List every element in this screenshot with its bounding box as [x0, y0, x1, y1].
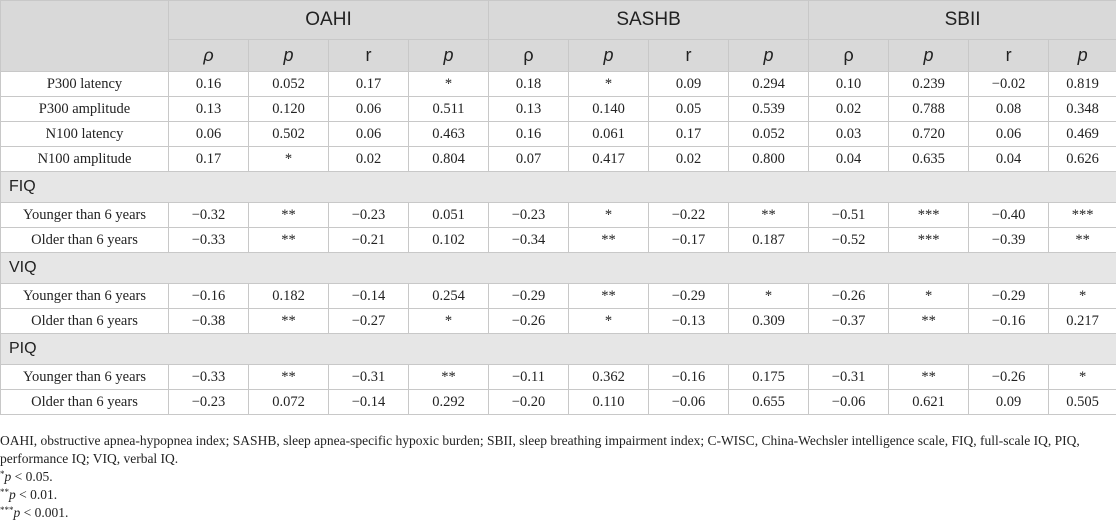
- table-cell: 0.469: [1049, 122, 1116, 147]
- table-cell: 0.417: [569, 147, 649, 172]
- table-cell: **: [569, 228, 649, 253]
- table-cell: −0.31: [809, 365, 889, 390]
- row-label: Younger than 6 years: [1, 284, 169, 309]
- table-cell: −0.37: [809, 309, 889, 334]
- row-label: P300 amplitude: [1, 97, 169, 122]
- table-cell: −0.26: [969, 365, 1049, 390]
- table-cell: 0.06: [329, 122, 409, 147]
- row-label: Older than 6 years: [1, 309, 169, 334]
- table-cell: 0.05: [649, 97, 729, 122]
- table-cell: 0.502: [249, 122, 329, 147]
- table-cell: ***: [889, 203, 969, 228]
- table-cell: −0.16: [969, 309, 1049, 334]
- table-cell: 0.18: [489, 72, 569, 97]
- table-cell: −0.23: [169, 390, 249, 415]
- table-cell: 0.175: [729, 365, 809, 390]
- table-cell: 0.052: [729, 122, 809, 147]
- table-cell: 0.09: [969, 390, 1049, 415]
- table-cell: 0.309: [729, 309, 809, 334]
- table-cell: 0.655: [729, 390, 809, 415]
- subheader-p: p: [569, 40, 649, 72]
- header-corner: [1, 1, 169, 72]
- group-header-sashb: SASHB: [489, 1, 809, 40]
- abbreviation-note: OAHI, obstructive apnea-hypopnea index; SASHB, sleep apnea-specific hypoxic burden; SBII, sleep breathing impairment index; C-WISC, China-Wechsler intelligence scale, FIQ, full-scale IQ, PIQ, performance IQ; VIQ, verbal IQ.: [0, 433, 1080, 466]
- table-cell: −0.21: [329, 228, 409, 253]
- table-cell: *: [249, 147, 329, 172]
- table-cell: 0.17: [329, 72, 409, 97]
- table-cell: −0.33: [169, 365, 249, 390]
- table-cell: −0.20: [489, 390, 569, 415]
- table-cell: 0.06: [169, 122, 249, 147]
- table-cell: −0.32: [169, 203, 249, 228]
- table-cell: 0.02: [809, 97, 889, 122]
- table-cell: 0.06: [329, 97, 409, 122]
- significance-note-3: [0, 504, 1108, 522]
- table-cell: *: [569, 72, 649, 97]
- table-cell: −0.13: [649, 309, 729, 334]
- table-header: [1, 1, 1116, 72]
- section-row: [1, 253, 1116, 284]
- footnote-text: < 0.01.: [15, 487, 58, 502]
- subheader-r: r: [329, 40, 409, 72]
- p-symbol: p: [9, 487, 16, 502]
- table-cell: −0.39: [969, 228, 1049, 253]
- subheader-p: p: [729, 40, 809, 72]
- subheader-r: r: [649, 40, 729, 72]
- table-cell: 0.362: [569, 365, 649, 390]
- table-cell: **: [729, 203, 809, 228]
- table-cell: 0.626: [1049, 147, 1116, 172]
- row-label: N100 amplitude: [1, 147, 169, 172]
- table-cell: −0.52: [809, 228, 889, 253]
- significance-note-1: [0, 468, 1108, 486]
- table-cell: ***: [889, 228, 969, 253]
- table-cell: 0.13: [169, 97, 249, 122]
- table-cell: 0.505: [1049, 390, 1116, 415]
- table-cell: 0.17: [169, 147, 249, 172]
- footnote-mark: *: [0, 469, 5, 479]
- table-cell: −0.51: [809, 203, 889, 228]
- subheader-p: p: [409, 40, 489, 72]
- footnote-mark: ***: [0, 505, 14, 515]
- table-cell: −0.29: [489, 284, 569, 309]
- table-cell: **: [409, 365, 489, 390]
- table-cell: 0.348: [1049, 97, 1116, 122]
- table-cell: −0.11: [489, 365, 569, 390]
- table-cell: 0.061: [569, 122, 649, 147]
- table-cell: 0.463: [409, 122, 489, 147]
- table-cell: *: [569, 203, 649, 228]
- table-cell: −0.27: [329, 309, 409, 334]
- table-cell: −0.16: [169, 284, 249, 309]
- table-cell: 0.16: [169, 72, 249, 97]
- table-cell: −0.22: [649, 203, 729, 228]
- subheader-rho: ρ: [809, 40, 889, 72]
- table-cell: 0.800: [729, 147, 809, 172]
- section-row: [1, 334, 1116, 365]
- significance-note-2: [0, 486, 1108, 504]
- table-cell: 0.539: [729, 97, 809, 122]
- table-cell: 0.182: [249, 284, 329, 309]
- table-cell: 0.140: [569, 97, 649, 122]
- table-cell: −0.40: [969, 203, 1049, 228]
- table-cell: −0.26: [489, 309, 569, 334]
- section-title: FIQ: [1, 172, 1116, 203]
- table-cell: *: [1049, 284, 1116, 309]
- table-cell: −0.14: [329, 284, 409, 309]
- table-cell: **: [889, 309, 969, 334]
- table-cell: −0.29: [969, 284, 1049, 309]
- table-footnotes: [0, 432, 1108, 522]
- table-row: [1, 72, 1116, 97]
- table-cell: 0.06: [969, 122, 1049, 147]
- table-cell: 0.02: [649, 147, 729, 172]
- table-cell: −0.06: [809, 390, 889, 415]
- group-header-oahi: OAHI: [169, 1, 489, 40]
- table-cell: **: [569, 284, 649, 309]
- table-cell: *: [729, 284, 809, 309]
- table-cell: −0.31: [329, 365, 409, 390]
- subheader-r: r: [969, 40, 1049, 72]
- table-cell: ***: [1049, 203, 1116, 228]
- table-cell: −0.29: [649, 284, 729, 309]
- table-cell: **: [889, 365, 969, 390]
- table-cell: 0.110: [569, 390, 649, 415]
- table-body: [1, 72, 1116, 415]
- table-cell: **: [249, 365, 329, 390]
- table-cell: 0.10: [809, 72, 889, 97]
- subheader-rho: ρ: [169, 40, 249, 72]
- table-cell: 0.051: [409, 203, 489, 228]
- table-cell: −0.17: [649, 228, 729, 253]
- table-cell: **: [249, 309, 329, 334]
- table-row: [1, 390, 1116, 415]
- table-cell: 0.04: [969, 147, 1049, 172]
- table-cell: 0.16: [489, 122, 569, 147]
- table-cell: *: [1049, 365, 1116, 390]
- section-title: PIQ: [1, 334, 1116, 365]
- table-cell: −0.26: [809, 284, 889, 309]
- table-cell: 0.804: [409, 147, 489, 172]
- table-cell: 0.02: [329, 147, 409, 172]
- table-cell: −0.38: [169, 309, 249, 334]
- table-row: [1, 284, 1116, 309]
- table-cell: **: [249, 203, 329, 228]
- row-label: N100 latency: [1, 122, 169, 147]
- group-header-sbii: SBII: [809, 1, 1116, 40]
- table-cell: −0.02: [969, 72, 1049, 97]
- table-cell: −0.06: [649, 390, 729, 415]
- table-cell: 0.292: [409, 390, 489, 415]
- table-cell: 0.072: [249, 390, 329, 415]
- table-cell: 0.052: [249, 72, 329, 97]
- table-cell: 0.09: [649, 72, 729, 97]
- footnote-text: < 0.05.: [11, 469, 53, 484]
- table-cell: 0.13: [489, 97, 569, 122]
- section-title: VIQ: [1, 253, 1116, 284]
- row-label: Younger than 6 years: [1, 203, 169, 228]
- table-cell: **: [1049, 228, 1116, 253]
- table-cell: 0.635: [889, 147, 969, 172]
- table-row: [1, 147, 1116, 172]
- table-cell: 0.239: [889, 72, 969, 97]
- row-label: Older than 6 years: [1, 390, 169, 415]
- table-cell: *: [409, 72, 489, 97]
- table-cell: **: [249, 228, 329, 253]
- table-cell: 0.07: [489, 147, 569, 172]
- table-cell: 0.720: [889, 122, 969, 147]
- p-symbol: p: [4, 469, 12, 484]
- subheader-p: p: [249, 40, 329, 72]
- table-cell: −0.33: [169, 228, 249, 253]
- table-cell: 0.08: [969, 97, 1049, 122]
- table-row: [1, 203, 1116, 228]
- row-label: P300 latency: [1, 72, 169, 97]
- table-cell: 0.511: [409, 97, 489, 122]
- table-cell: 0.819: [1049, 72, 1116, 97]
- table-cell: *: [889, 284, 969, 309]
- table-cell: 0.17: [649, 122, 729, 147]
- table-row: [1, 122, 1116, 147]
- section-row: [1, 172, 1116, 203]
- subheader-rho: ρ: [489, 40, 569, 72]
- table-cell: 0.217: [1049, 309, 1116, 334]
- table-cell: 0.621: [889, 390, 969, 415]
- table-cell: −0.34: [489, 228, 569, 253]
- table-cell: −0.16: [649, 365, 729, 390]
- p-symbol: p: [13, 505, 21, 520]
- table-cell: 0.102: [409, 228, 489, 253]
- table-cell: 0.788: [889, 97, 969, 122]
- table-cell: 0.187: [729, 228, 809, 253]
- table-row: [1, 97, 1116, 122]
- table-row: [1, 309, 1116, 334]
- row-label: Older than 6 years: [1, 228, 169, 253]
- row-label: Younger than 6 years: [1, 365, 169, 390]
- table-cell: 0.294: [729, 72, 809, 97]
- table-cell: *: [409, 309, 489, 334]
- footnote-text: < 0.001.: [20, 505, 69, 520]
- footnote-mark: **: [0, 487, 9, 497]
- table-cell: −0.23: [329, 203, 409, 228]
- table-cell: 0.04: [809, 147, 889, 172]
- subheader-p: p: [889, 40, 969, 72]
- table-cell: −0.14: [329, 390, 409, 415]
- table-row: [1, 365, 1116, 390]
- table-cell: 0.120: [249, 97, 329, 122]
- subheader-p: p: [1049, 40, 1116, 72]
- table-cell: 0.254: [409, 284, 489, 309]
- table-cell: *: [569, 309, 649, 334]
- table-cell: 0.03: [809, 122, 889, 147]
- table-row: [1, 228, 1116, 253]
- table-cell: −0.23: [489, 203, 569, 228]
